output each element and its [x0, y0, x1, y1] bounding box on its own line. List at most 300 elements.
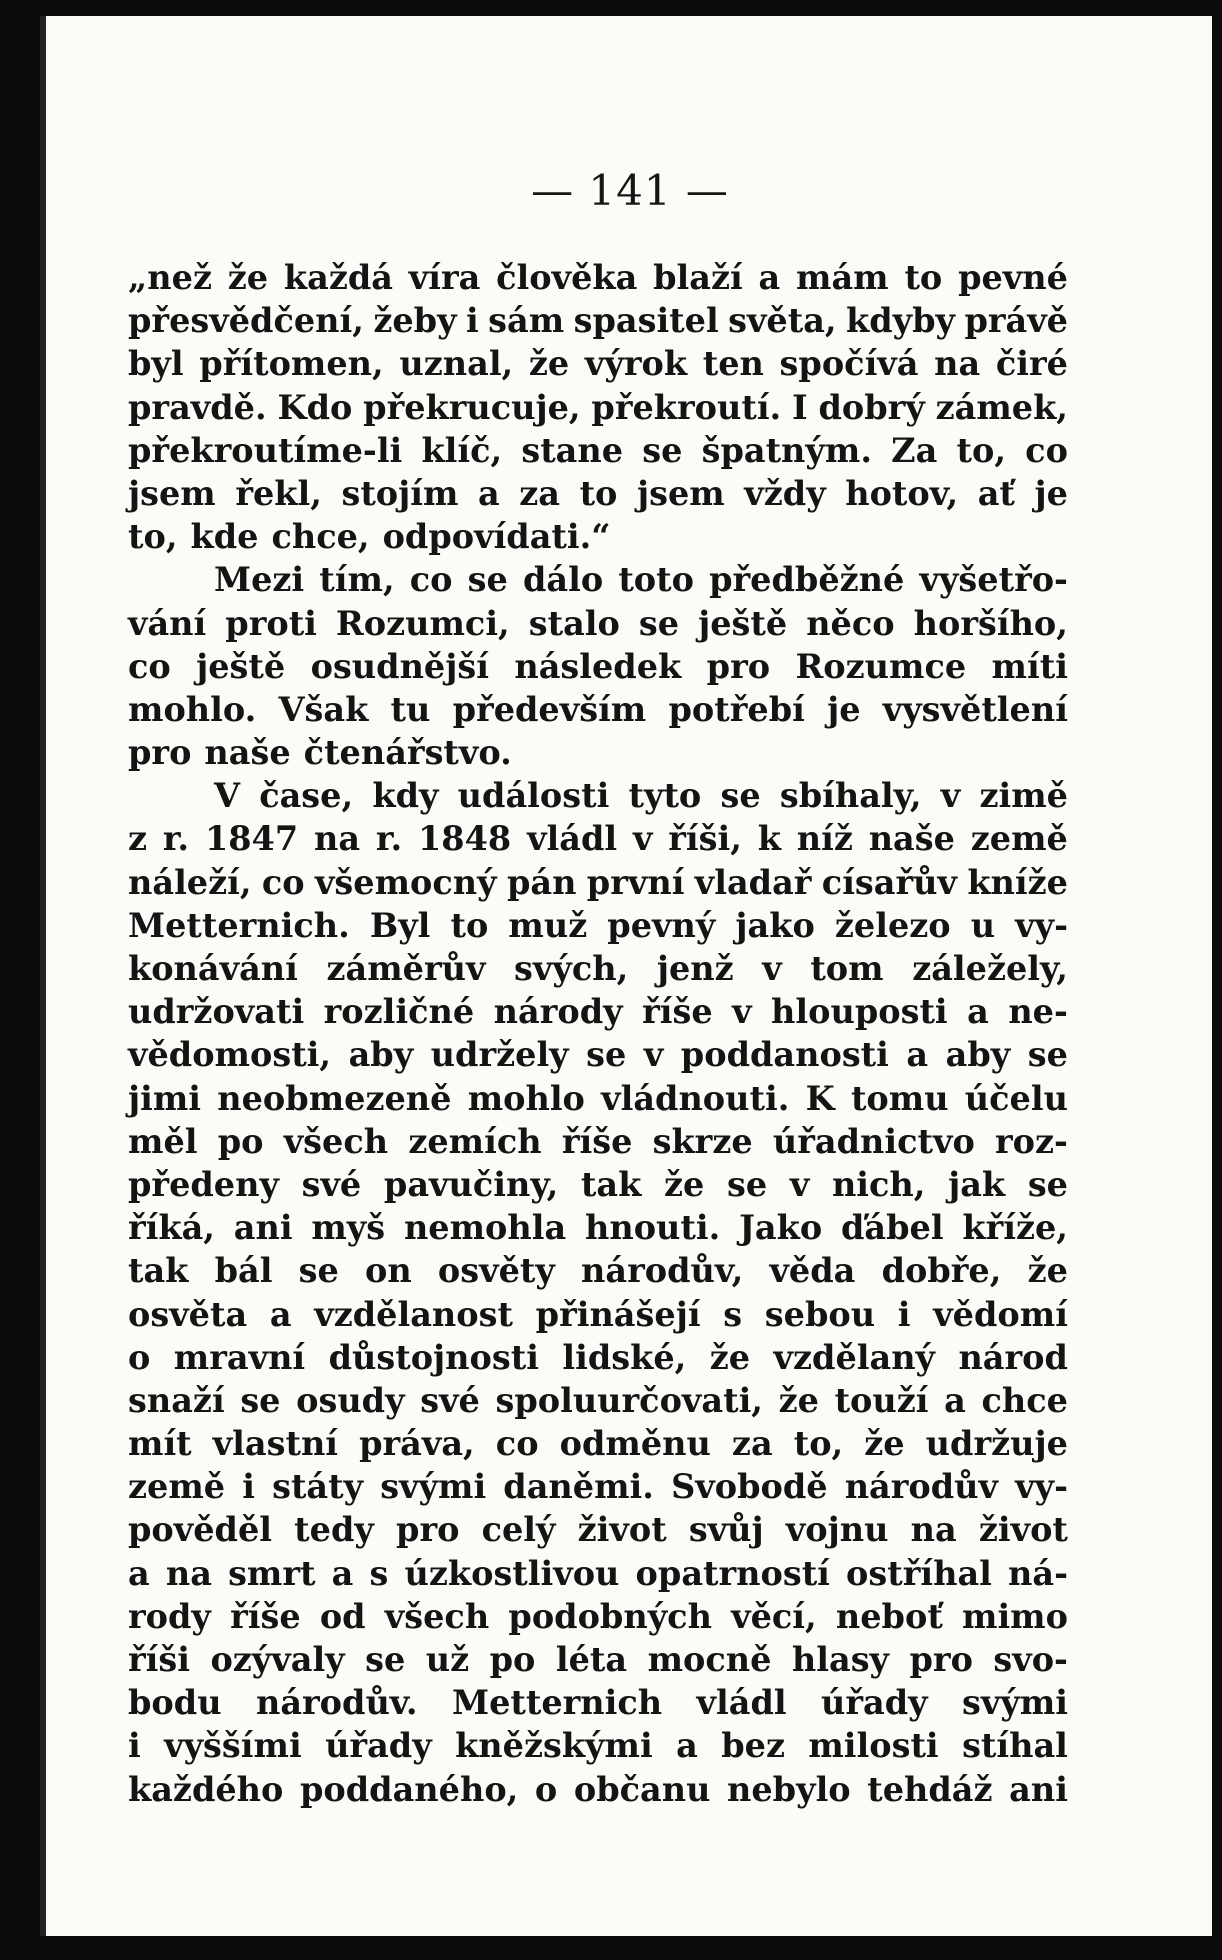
- word: k: [757, 819, 781, 859]
- word: stojím: [341, 473, 459, 513]
- word: státy: [272, 1467, 364, 1507]
- word: národův,: [581, 1251, 744, 1291]
- word: říše: [642, 992, 713, 1032]
- book-page: [40, 16, 1212, 1936]
- word: říši: [128, 1640, 190, 1679]
- word: jenž: [656, 949, 734, 988]
- word: záměrův: [326, 949, 486, 988]
- word: tehdáž: [867, 1769, 993, 1809]
- word: podobných: [508, 1596, 712, 1636]
- word: národův: [844, 1467, 999, 1507]
- word: tak: [580, 1164, 642, 1204]
- word: čtenářstvo.: [303, 733, 512, 773]
- word: dálo: [522, 560, 604, 600]
- word: všech: [283, 1121, 389, 1161]
- word: všech: [384, 1596, 490, 1636]
- word: říká,: [128, 1208, 215, 1248]
- text-line: [128, 1163, 1068, 1206]
- word: od: [319, 1596, 366, 1636]
- word: Rozumci,: [335, 603, 510, 643]
- word: a: [128, 1553, 150, 1593]
- word: záležely,: [912, 949, 1068, 988]
- word: tom: [810, 949, 884, 988]
- word: mohlo.: [128, 689, 257, 729]
- word: každého: [128, 1769, 284, 1809]
- word: i: [242, 1467, 255, 1507]
- word: něco: [806, 603, 895, 643]
- word: po: [489, 1640, 536, 1679]
- word: celý: [481, 1510, 556, 1550]
- word: národ: [958, 1337, 1068, 1377]
- word: aby: [945, 1035, 1011, 1075]
- word: na: [910, 1510, 957, 1550]
- word: o: [534, 1769, 558, 1809]
- word: kdyby: [846, 301, 956, 341]
- word: tedy: [294, 1510, 374, 1550]
- word: potřebí: [668, 689, 805, 729]
- word: udržely: [430, 1035, 569, 1075]
- word: že: [1027, 1251, 1068, 1291]
- word: naše: [868, 819, 955, 859]
- text-line: [128, 386, 1068, 429]
- text-line: [128, 774, 1068, 817]
- text-line: [128, 1681, 1068, 1724]
- word: byl: [128, 344, 184, 384]
- word: uznal,: [399, 344, 514, 384]
- word: pověděl: [128, 1510, 273, 1550]
- word: vladař: [694, 862, 812, 902]
- word: říše: [230, 1596, 301, 1636]
- word: se: [240, 1380, 281, 1420]
- word: jak: [948, 1164, 1006, 1204]
- word: železo: [834, 905, 951, 945]
- word: lidské,: [562, 1337, 687, 1377]
- word: první: [586, 862, 685, 902]
- word: r.: [162, 819, 190, 859]
- word: míti: [991, 646, 1068, 686]
- word: čiré: [995, 344, 1068, 384]
- word: z: [128, 819, 148, 859]
- word: jako: [735, 905, 815, 945]
- word: vysvětlení: [882, 689, 1068, 729]
- word: a: [478, 473, 500, 513]
- page-number: — 141 —: [531, 166, 729, 215]
- word: horšího,: [913, 603, 1068, 643]
- word: to,: [793, 1424, 844, 1464]
- word: a: [758, 258, 781, 297]
- word: vy-: [1015, 905, 1068, 945]
- word: to: [450, 905, 489, 945]
- word: naše: [204, 733, 291, 773]
- word: říše: [561, 1121, 633, 1161]
- word: neboť: [835, 1596, 943, 1636]
- word: chce,: [271, 517, 370, 557]
- word: 1847: [204, 819, 299, 859]
- word: V: [214, 776, 240, 816]
- word: u: [970, 905, 996, 945]
- word: že: [709, 1337, 751, 1377]
- word: překroutí.: [591, 387, 782, 427]
- word: poddaného,: [299, 1769, 519, 1809]
- word: sebou: [764, 1294, 876, 1334]
- text-line: [128, 1465, 1068, 1508]
- text-line: [128, 645, 1068, 688]
- word: i: [897, 1294, 911, 1334]
- word: daněmi.: [503, 1467, 654, 1507]
- word: náleží,: [128, 862, 252, 902]
- word: to,: [128, 517, 178, 557]
- word: to: [904, 258, 943, 297]
- word: spočívá: [779, 344, 919, 384]
- word: své: [301, 1164, 362, 1204]
- word: osudnější: [310, 646, 489, 686]
- word: se: [638, 603, 680, 643]
- word: se: [365, 1640, 406, 1679]
- word: svými: [962, 1683, 1068, 1723]
- word: pro: [706, 646, 771, 686]
- word: svo-: [993, 1640, 1068, 1679]
- word: řekl,: [235, 473, 322, 513]
- word: pavučiny,: [383, 1164, 559, 1204]
- word: ná-: [1008, 1553, 1068, 1593]
- word: tak: [128, 1251, 189, 1291]
- word: po: [217, 1121, 264, 1161]
- word: dobře,: [881, 1251, 1002, 1291]
- word: odměnu: [559, 1424, 711, 1464]
- word: „než: [128, 258, 212, 297]
- word: udržovati: [128, 992, 305, 1032]
- word: svých,: [514, 949, 629, 988]
- text-line: [128, 1552, 1068, 1595]
- word: to,: [956, 430, 1006, 470]
- word: špatným.: [701, 430, 872, 470]
- word: zámek,: [935, 387, 1068, 427]
- text-line: [128, 688, 1068, 731]
- word: císařův: [821, 862, 957, 902]
- word: smrt: [228, 1553, 316, 1593]
- word: práva,: [359, 1424, 475, 1464]
- word: především: [452, 689, 647, 729]
- word: úřadnictvo: [772, 1121, 975, 1161]
- word: ani: [233, 1208, 293, 1248]
- word: pevné: [958, 258, 1068, 297]
- word: a: [906, 1035, 929, 1075]
- word: aby: [348, 1035, 414, 1075]
- word: neobmezeně: [217, 1078, 452, 1118]
- word: i: [128, 1726, 141, 1766]
- word: předběžné: [709, 560, 905, 600]
- word: kdy: [372, 776, 439, 816]
- word: sbíhaly,: [779, 776, 922, 816]
- word: nemohla: [403, 1208, 567, 1248]
- text-line: [128, 1508, 1068, 1551]
- word: myš: [311, 1208, 386, 1248]
- word: pro: [396, 1510, 460, 1550]
- word: za: [731, 1424, 773, 1464]
- word: ani: [1009, 1769, 1068, 1809]
- word: klíč,: [421, 430, 503, 470]
- text-line: [128, 990, 1068, 1033]
- word: vědomí: [933, 1294, 1068, 1334]
- word: hlouposti: [771, 992, 948, 1032]
- word: kněžskými: [455, 1726, 653, 1766]
- word: ještě: [698, 603, 788, 643]
- word: nebylo: [727, 1769, 851, 1809]
- word: vzdělanost: [314, 1294, 513, 1334]
- text-line: [128, 1595, 1068, 1638]
- word: každá: [283, 258, 393, 297]
- word: roz-: [995, 1121, 1068, 1161]
- word: a: [944, 1380, 966, 1420]
- word: měl: [128, 1121, 198, 1161]
- word: se: [642, 430, 683, 470]
- word: vyšetřo-: [919, 560, 1068, 600]
- word: Jako: [739, 1208, 823, 1248]
- word: I: [792, 387, 808, 427]
- word: důstojnosti: [328, 1337, 539, 1377]
- word: říši,: [668, 819, 742, 859]
- word: vojnu: [785, 1510, 889, 1550]
- text-line: [128, 904, 1068, 947]
- word: jimi: [128, 1078, 202, 1118]
- word: poddanosti: [680, 1035, 889, 1075]
- word: 1848: [417, 819, 512, 859]
- word: a: [269, 1294, 292, 1334]
- word: s: [723, 1294, 743, 1334]
- word: vládl: [527, 819, 618, 859]
- word: v: [789, 1164, 810, 1204]
- word: ten: [702, 344, 764, 384]
- word: mohlo: [467, 1078, 585, 1118]
- word: světa,: [728, 301, 837, 341]
- word: on: [365, 1251, 412, 1291]
- word: následek: [514, 646, 682, 686]
- word: co: [128, 646, 171, 686]
- word: Metternich: [451, 1683, 663, 1723]
- word: na: [165, 1553, 212, 1593]
- word: Za: [891, 430, 938, 470]
- word: právě: [964, 301, 1068, 341]
- word: že: [227, 258, 269, 297]
- word: sám: [488, 301, 565, 341]
- word: v: [632, 819, 653, 859]
- word: a: [676, 1726, 698, 1766]
- word: své: [420, 1380, 480, 1420]
- word: ozývaly: [210, 1640, 345, 1679]
- word: léta: [555, 1640, 628, 1679]
- word: hlasy: [791, 1640, 890, 1679]
- word: K: [805, 1078, 835, 1118]
- word: a: [967, 992, 989, 1032]
- text-line: [128, 947, 1068, 990]
- text-line: [128, 299, 1068, 342]
- word: svými: [380, 1467, 487, 1507]
- word: je: [1034, 473, 1068, 513]
- word: že: [528, 344, 570, 384]
- text-line: [128, 602, 1068, 645]
- text-line: [128, 1422, 1068, 1465]
- text-line: [128, 1768, 1068, 1811]
- word: tu: [390, 689, 431, 729]
- word: úzkostlivou: [404, 1553, 620, 1593]
- word: se: [720, 776, 761, 816]
- word: muž: [508, 905, 588, 945]
- word: Metternich.: [128, 905, 350, 945]
- word: že: [663, 1164, 705, 1204]
- text-line: [128, 1077, 1068, 1120]
- word: hnouti.: [584, 1208, 721, 1248]
- word: jsem: [636, 473, 725, 513]
- word: se: [467, 560, 508, 600]
- word: tím,: [319, 560, 395, 600]
- text-line: [128, 1638, 1068, 1681]
- word: kříže,: [962, 1208, 1068, 1248]
- word: čase,: [259, 776, 354, 816]
- word: vy-: [1015, 1467, 1068, 1507]
- word: toto: [618, 560, 694, 600]
- text-line: [128, 1033, 1068, 1076]
- word: vání: [128, 603, 207, 643]
- word: v: [643, 1035, 664, 1075]
- word: věda: [769, 1251, 856, 1291]
- word: mravní: [173, 1337, 306, 1377]
- word: všemocný: [314, 862, 497, 902]
- word: se: [298, 1251, 339, 1291]
- word: občanu: [573, 1769, 711, 1809]
- word: vždy: [744, 473, 826, 513]
- word: se: [1027, 1035, 1068, 1075]
- text-line: [128, 1724, 1068, 1767]
- word: pro: [128, 733, 192, 773]
- word: pevný: [607, 905, 716, 945]
- text-line: [128, 1293, 1068, 1336]
- word: a: [331, 1553, 354, 1593]
- word: osudy: [296, 1380, 405, 1420]
- word: stalo: [528, 603, 620, 643]
- word: nich,: [831, 1164, 926, 1204]
- word: národův.: [255, 1683, 418, 1723]
- word: vládnouti.: [601, 1078, 790, 1118]
- text-line: [128, 861, 1068, 904]
- word: ještě: [196, 646, 286, 686]
- word: život: [577, 1510, 667, 1550]
- word: odpovídati.“: [382, 517, 611, 557]
- word: konávání: [128, 949, 298, 988]
- word: dobrý: [818, 387, 925, 427]
- word: na: [934, 344, 981, 384]
- word: v: [762, 949, 782, 988]
- word: zimě: [979, 776, 1068, 816]
- word: proti: [225, 603, 317, 643]
- word: Mezi: [214, 560, 305, 600]
- word: vědomosti,: [128, 1035, 332, 1075]
- word: zemích: [408, 1121, 542, 1161]
- word: se: [586, 1035, 627, 1075]
- word: věcí,: [731, 1596, 817, 1636]
- word: Svobodě: [671, 1467, 828, 1507]
- text-line: [128, 1249, 1068, 1292]
- word: o: [128, 1337, 151, 1377]
- word: mimo: [962, 1596, 1068, 1636]
- word: úřady: [325, 1726, 432, 1766]
- word: přítomen,: [199, 344, 384, 384]
- word: chce: [981, 1380, 1068, 1420]
- text-line: [128, 342, 1068, 385]
- word: se: [1027, 1164, 1068, 1204]
- word: co: [495, 1424, 539, 1464]
- word: milosti: [808, 1726, 939, 1766]
- text-line: [128, 1120, 1068, 1163]
- word: rozličné: [323, 992, 475, 1032]
- word: předeny: [128, 1164, 279, 1204]
- word: osvěty: [437, 1251, 555, 1291]
- word: jsem: [128, 473, 216, 513]
- word: blaží: [653, 258, 743, 297]
- word: skrze: [652, 1121, 753, 1161]
- word: žeby: [373, 301, 457, 341]
- word: ať: [977, 473, 1015, 513]
- word: ne-: [1008, 992, 1068, 1032]
- word: osvěta: [128, 1294, 248, 1334]
- word: mám: [796, 258, 889, 297]
- word: za: [519, 473, 561, 513]
- word: svůj: [688, 1510, 764, 1550]
- word: udržuje: [925, 1424, 1068, 1464]
- word: už: [425, 1640, 470, 1679]
- text-line: [128, 256, 1068, 299]
- word: úřady: [821, 1683, 928, 1723]
- word: v: [732, 992, 752, 1032]
- word: mocně: [647, 1640, 772, 1679]
- body-text: [128, 256, 1068, 1811]
- word: stíhal: [962, 1726, 1068, 1766]
- word: spasitel: [573, 301, 719, 341]
- word: co: [409, 560, 453, 600]
- text-line: [128, 731, 1068, 774]
- word: vyššími: [164, 1726, 302, 1766]
- word: rody: [128, 1596, 211, 1636]
- word: přesvědčení,: [128, 301, 364, 341]
- word: Rozumce: [795, 646, 967, 686]
- word: země: [970, 819, 1068, 859]
- word: kníže: [967, 862, 1068, 902]
- word: na: [314, 819, 361, 859]
- text-line: [128, 429, 1068, 472]
- word: Kdo: [277, 387, 353, 427]
- word: touží: [834, 1380, 929, 1420]
- word: vzdělaný: [773, 1337, 936, 1377]
- word: tomu: [850, 1078, 949, 1118]
- word: pán: [506, 862, 577, 902]
- word: pro: [909, 1640, 973, 1679]
- word: bez: [721, 1726, 785, 1766]
- text-line: [128, 1206, 1068, 1249]
- word: bál: [214, 1251, 273, 1291]
- word: pravdě.: [128, 387, 267, 427]
- word: víra: [408, 258, 481, 297]
- word: vlastní: [212, 1424, 339, 1464]
- word: ďábel: [840, 1208, 944, 1248]
- word: vládl: [696, 1683, 787, 1723]
- text-line: [128, 1336, 1068, 1379]
- word: výrok: [584, 344, 688, 384]
- word: se: [726, 1164, 768, 1204]
- word: stane: [521, 430, 624, 470]
- text-line: [128, 1379, 1068, 1422]
- word: hotov,: [845, 473, 959, 513]
- word: člověka: [496, 258, 638, 297]
- word: to: [579, 473, 618, 513]
